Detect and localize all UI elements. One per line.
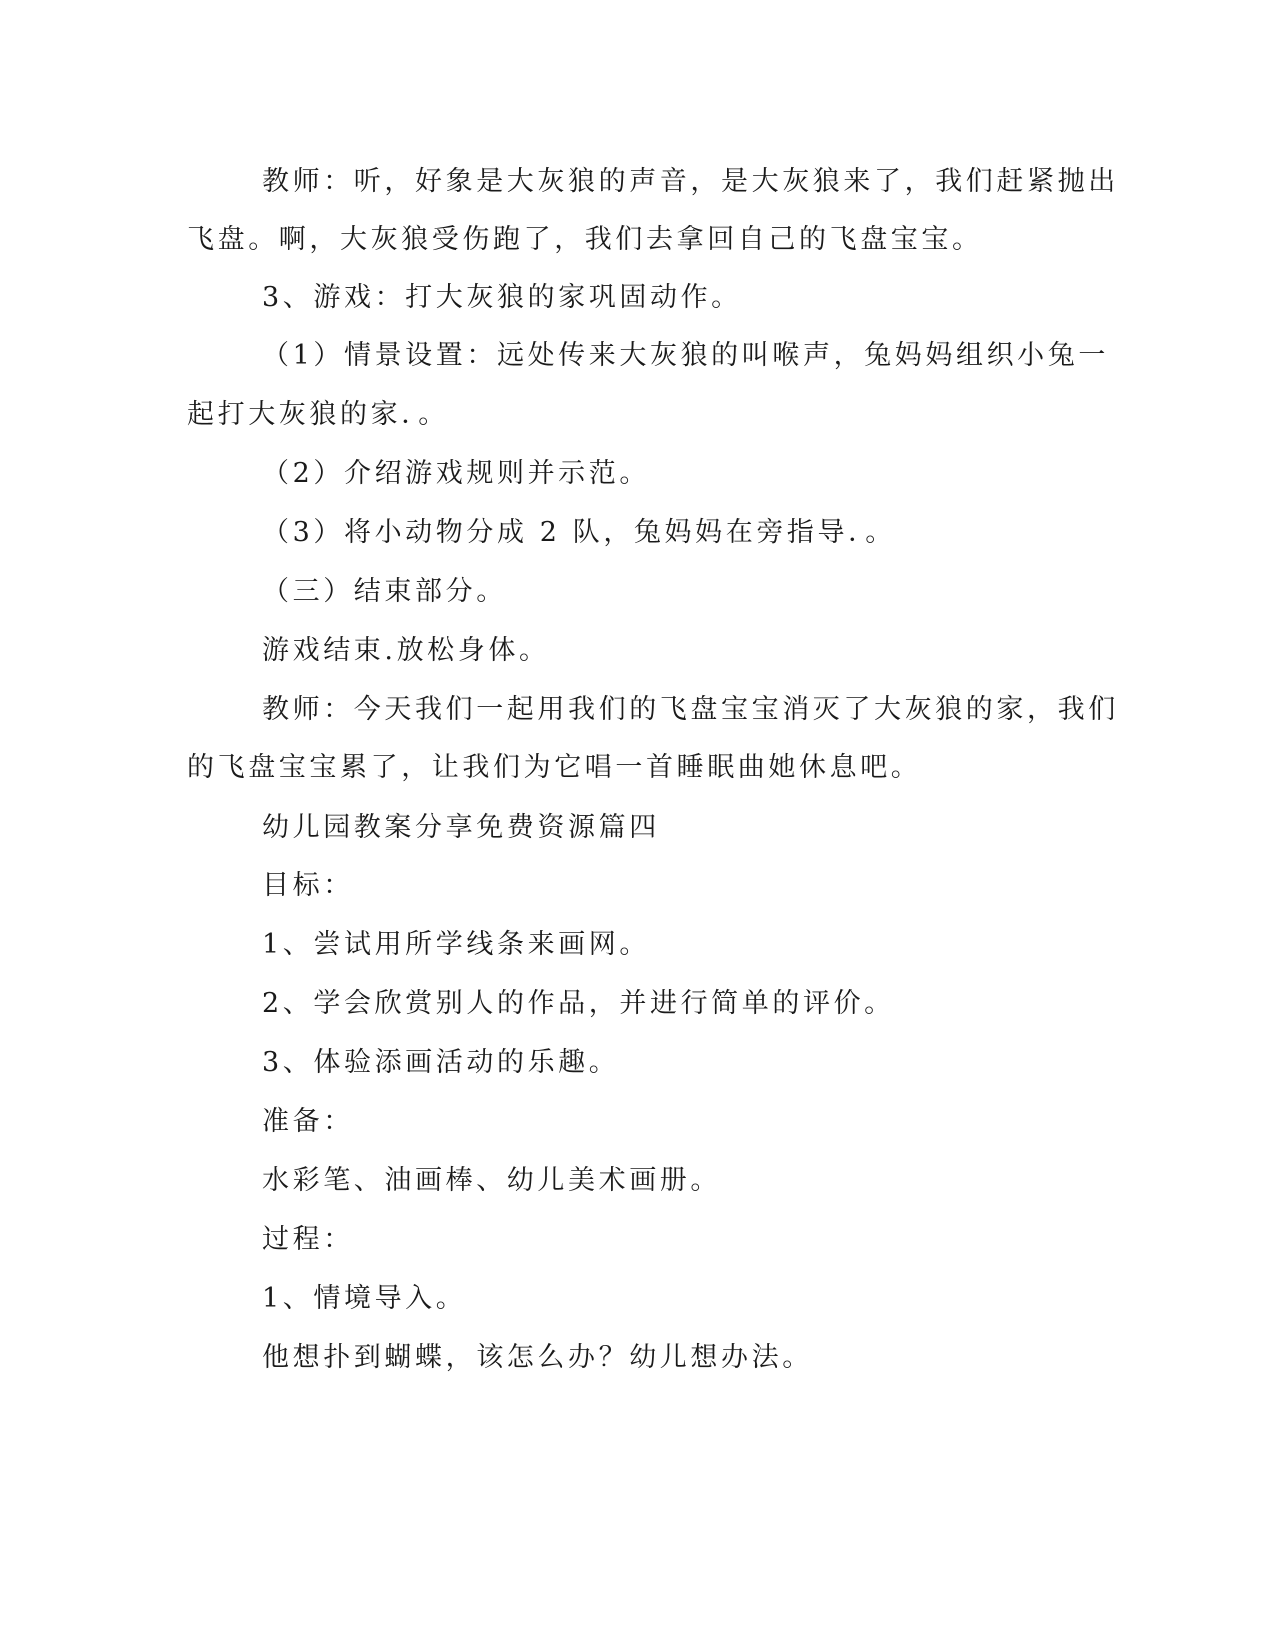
paragraph-line: 游戏结束.放松身体。 (262, 635, 550, 666)
paragraph-line: 飞盘。啊，大灰狼受伤跑了，我们去拿回自己的飞盘宝宝。 (187, 224, 983, 255)
paragraph-line: 他想扑到蝴蝶，该怎么办？幼儿想办法。 (262, 1342, 813, 1373)
list-item: 1、情境导入。 (262, 1283, 467, 1314)
list-item: 3、体验添画活动的乐趣。 (262, 1047, 620, 1078)
section-heading-line: （三）结束部分。 (262, 576, 507, 607)
subheading-line: 准备： (262, 1106, 354, 1137)
paragraph-line: 教师：听，好象是大灰狼的声音，是大灰狼来了，我们赶紧抛出 (262, 166, 1119, 197)
paragraph-line: （2）介绍游戏规则并示范。 (262, 458, 650, 489)
section-title-line: 幼儿园教案分享免费资源篇四 (262, 812, 660, 843)
subheading-line: 过程： (262, 1224, 354, 1255)
paragraph-line: 教师：今天我们一起用我们的飞盘宝宝消灭了大灰狼的家，我们 (262, 694, 1119, 725)
paragraph-line: 的飞盘宝宝累了，让我们为它唱一首睡眠曲她休息吧。 (187, 752, 922, 783)
list-item: 1、尝试用所学线条来画网。 (262, 929, 650, 960)
paragraph-line: （1）情景设置：远处传来大灰狼的叫喉声，兔妈妈组织小兔一 (262, 340, 1109, 371)
paragraph-line: 水彩笔、油画棒、幼儿美术画册。 (262, 1165, 721, 1196)
list-item: 2、学会欣赏别人的作品，并进行简单的评价。 (262, 988, 895, 1019)
subheading-line: 目标： (262, 870, 354, 901)
paragraph-line: （3）将小动物分成 2 队，兔妈妈在旁指导．。 (262, 517, 896, 548)
section-item-line: 3、游戏：打大灰狼的家巩固动作。 (262, 282, 742, 313)
paragraph-line: 起打大灰狼的家．。 (187, 399, 449, 430)
